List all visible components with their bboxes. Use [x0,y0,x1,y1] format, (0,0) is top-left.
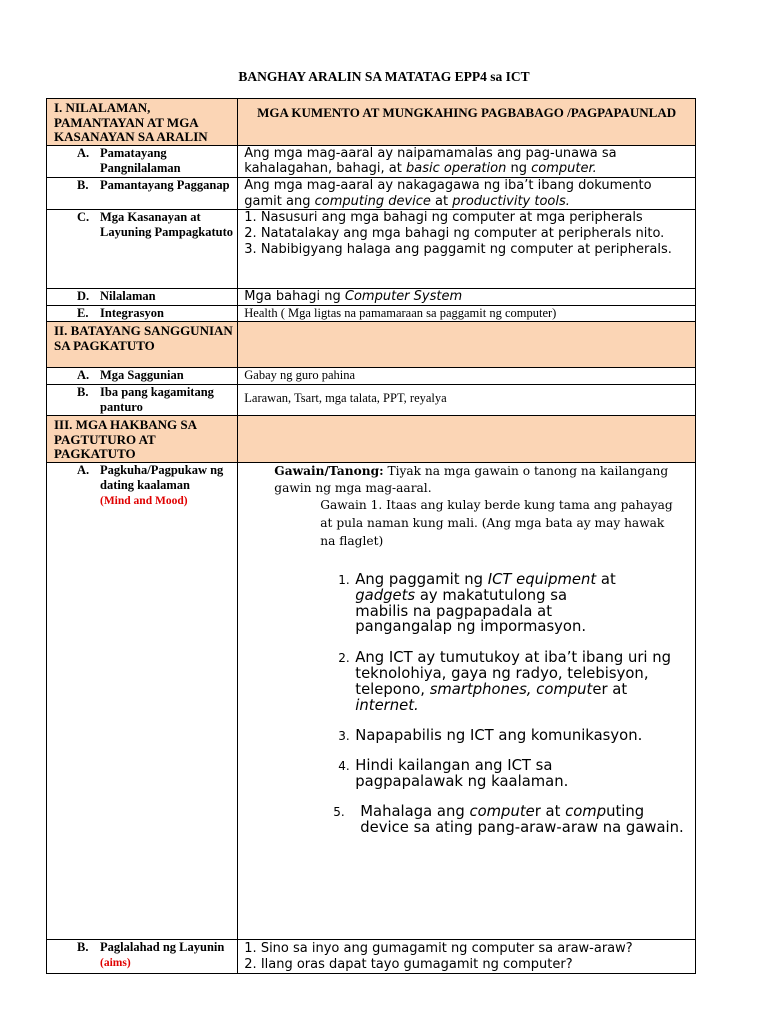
row-letter: E. [77,306,89,321]
row-label-cell [47,368,238,385]
row-content-cell [238,385,696,416]
pamantayang-pagganap-text: Ang mga mag-aaral ay nakagagawa ng iba’t ibang dokumento gamit ang computing device at productivity tools. [244,177,652,209]
row-letter: D. [77,289,90,304]
row-letter: B. [77,177,89,192]
kasanayan-line-2: 2. Natatalakay ang mga bahagi ng computer at peripherals nito. [244,226,665,242]
comments-header-cell [238,99,696,146]
statement-number: 5. [333,804,345,819]
row-label: Mga Saggunian [100,368,184,383]
row-content-cell [238,306,696,322]
row-label-cell [47,306,238,322]
statement-number: 1. [338,573,350,588]
nilalaman-text: Mga bahagi ng Computer System [244,289,463,305]
section2-empty-cell [238,322,696,368]
list-item: 5. Mahalaga ang computer at computing device sa ating pang-araw-araw na gawain. [333,802,684,836]
row-letter: B. [77,940,89,955]
section3-header-row [47,416,696,463]
gawain-tanong [238,463,695,496]
section2-header-row [47,322,696,368]
row-label: Nilalaman [100,289,156,304]
list-item: 3. Napapabilis ng ICT ang komunikasyon. [338,727,643,745]
gawain-label: Gawain/Tanong: [274,464,384,479]
row-letter: C. [77,210,90,225]
row-letter: A. [77,368,90,383]
row-content-cell [238,289,696,306]
row-label-cell [47,289,238,306]
row-label: Paglalahad ng Layunin [100,940,225,955]
activity-cell [238,463,696,940]
comments-header: MGA KUMENTO AT MUNGKAHING PAGBABAGO /PAGPAPAUNLAD [257,105,677,120]
table-row [47,145,696,177]
section2-header-cell [47,322,238,368]
table-row [47,385,696,416]
statement-list [238,572,695,835]
table-row [47,177,696,209]
table-row [47,940,696,974]
kasanayan-line-1: 1. Nasusuri ang mga bahagi ng computer at mga peripherals [244,210,643,226]
row-letter: A. [77,463,90,478]
section3-empty-cell [238,416,696,463]
list-item: 2. Ang ICT ay tumutukoy at iba’t ibang uri ng teknolohiya, gaya ng radyo, telebisyon, telepono, smartphones, computer at internet. [338,649,671,714]
table-row [47,463,696,940]
row-content-cell [238,210,696,289]
row-content-cell [238,145,696,177]
statement-number: 2. [338,651,350,666]
row-letter: B. [77,385,89,400]
table-row [47,210,696,289]
table-row [47,289,696,306]
aims-label: (aims) [100,957,131,970]
statement-number: 4. [338,759,350,774]
document-title: BANGHAY ARALIN SA MATATAG EPP4 sa ICT [238,69,530,84]
kagamitang-text: Larawan, Tsart, mga talata, PPT, reyalya [244,391,447,406]
section3-header-cell [47,416,238,463]
layunin-question-1: 1. Sino sa inyo ang gumagamit ng computer sa araw-araw? [244,941,633,957]
list-item: 1. Ang paggamit ng ICT equipment at gadgets ay makatutulong sa mabilis na pagpapadala at pangangalap ng impormasyon. [338,571,616,636]
list-item: 4. Hindi kailangan ang ICT sa pagpapalawak ng kaalaman. [338,757,569,790]
row-label: Pamatayang Pangnilalaman [100,145,181,175]
integrasyon-text: Health ( Mga ligtas na pamamaraan sa paggamit ng computer) [244,306,557,321]
kasanayan-line-3: 3. Nabibigyang halaga ang paggamit ng computer at peripherals. [244,241,672,257]
row-label: Pamantayang Pagganap [100,177,230,192]
row-label: Iba pang kagamitang panturo [100,385,214,415]
row-label-cell [47,177,238,209]
table-row [47,368,696,385]
row-letter: A. [77,145,90,160]
row-content-cell [238,940,696,974]
lesson-plan-table [46,98,696,974]
row-label-cell [47,463,238,940]
row-content-cell [238,368,696,385]
sanggunian-text: Gabay ng guro pahina [244,368,356,383]
layunin-question-2: 2. Ilang oras dapat tayo gumagamit ng computer? [244,956,573,972]
gawain-1-instructions: Gawain 1. Itaas ang kulay berde kung tama ang pahayag at pula naman kung mali. (Ang mga bata ay may hawak na flaglet) [320,498,673,549]
row-label: Pagkuha/Pagpukaw ng dating kaalaman [100,463,224,493]
section1-title: I. NILALAMAN, PAMANTAYAN AT MGA KASANAYAN SA ARALIN [54,100,208,144]
statement-number: 3. [338,729,350,744]
row-label: Mga Kasanayan at Layuning Pampagkatuto [100,210,234,240]
section1-header-cell [47,99,238,146]
row-label-cell [47,145,238,177]
row-content-cell [238,177,696,209]
row-label-cell [47,940,238,974]
section1-header-row [47,99,696,146]
mind-and-mood-label: (Mind and Mood) [100,495,188,508]
row-label: Integrasyon [100,306,164,321]
row-label-cell [47,385,238,416]
gawain-description: Tiyak na mga gawain o tanong na kailangang gawin ng mga mag-aaral. [274,464,669,495]
section2-title: II. BATAYANG SANGGUNIAN SA PAGKATUTO [54,323,233,353]
row-label-cell [47,210,238,289]
pamatayang-pangnilalaman-text: Ang mga mag-aaral ay naipamamalas ang pag-unawa sa kahalagahan, bahagi, at basic operation ng computer. [244,145,617,177]
table-row [47,306,696,322]
section3-title: III. MGA HAKBANG SA PAGTUTURO AT PAGKATUTO [54,417,197,462]
